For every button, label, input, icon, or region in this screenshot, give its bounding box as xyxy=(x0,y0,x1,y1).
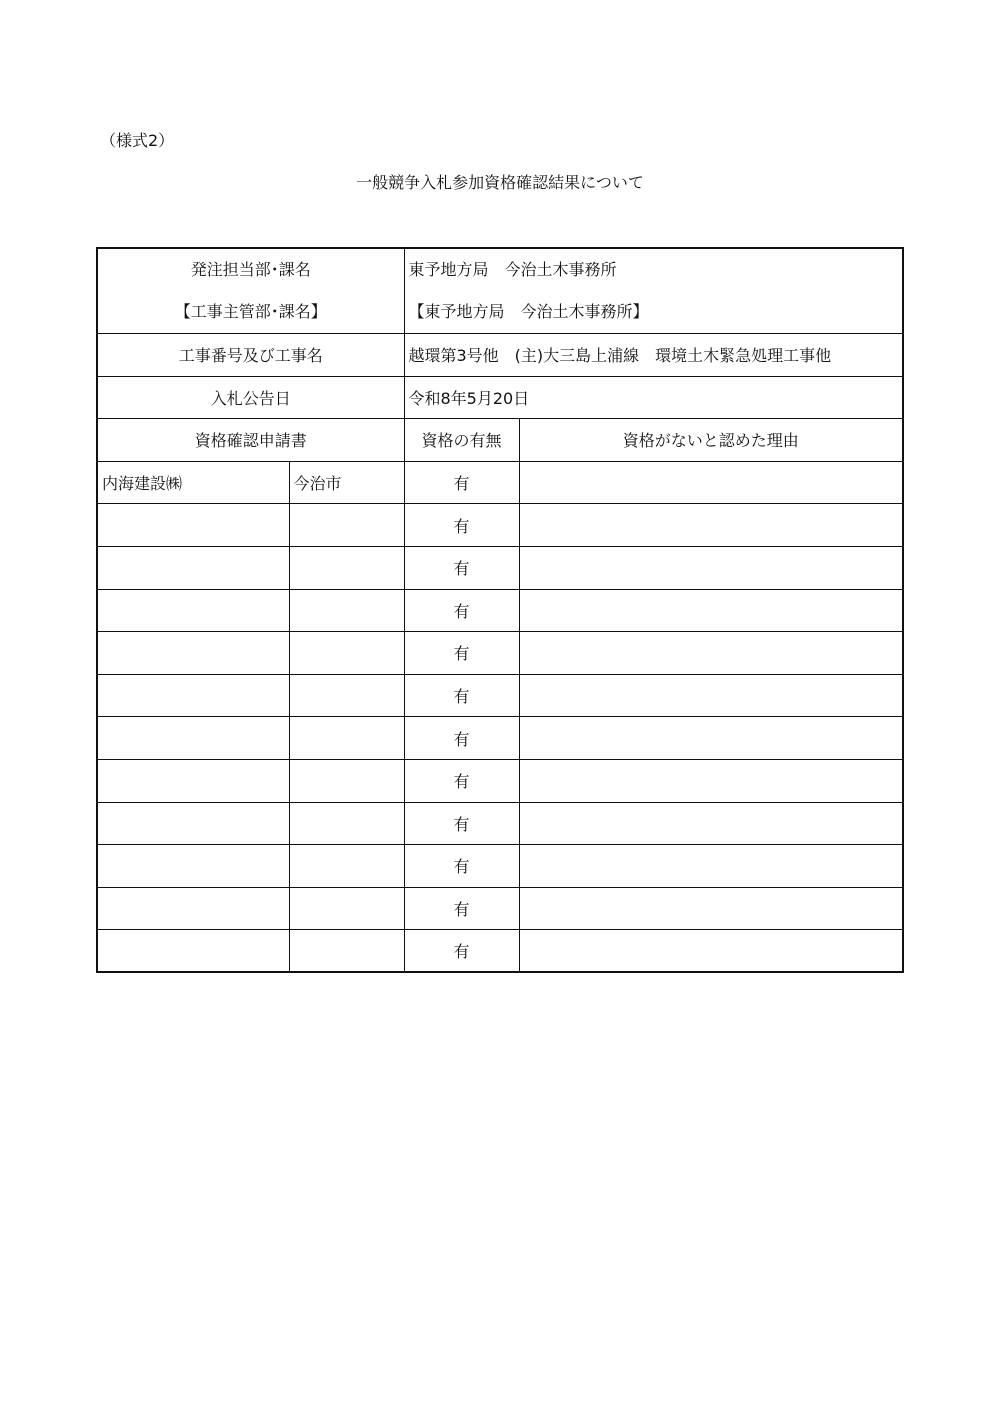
eligibility-cell: 有 xyxy=(404,632,519,675)
date-label: 入札公告日 xyxy=(97,376,404,419)
work-label: 工事番号及び工事名 xyxy=(97,334,404,377)
reason-cell xyxy=(519,632,903,675)
reason-cell xyxy=(519,887,903,930)
table-row xyxy=(97,546,903,589)
reason-cell xyxy=(519,717,903,760)
company-cell xyxy=(97,930,289,973)
company-cell xyxy=(97,759,289,802)
reason-cell xyxy=(519,546,903,589)
department-value-bracket: 【東予地方局 今治土木事務所】 xyxy=(408,302,649,321)
city-cell xyxy=(289,930,404,973)
table-row xyxy=(97,759,903,802)
company-cell: 内海建設㈱ xyxy=(97,461,289,504)
city-cell xyxy=(289,504,404,547)
company-cell xyxy=(97,546,289,589)
company-cell xyxy=(97,717,289,760)
eligibility-cell: 有 xyxy=(404,461,519,504)
city-cell xyxy=(289,589,404,632)
reason-cell xyxy=(519,504,903,547)
table-row xyxy=(97,504,903,547)
date-row xyxy=(97,376,903,419)
table-row xyxy=(97,461,903,504)
qualification-result-table xyxy=(96,247,904,973)
table-row xyxy=(97,845,903,888)
table-row xyxy=(97,802,903,845)
company-cell xyxy=(97,589,289,632)
company-cell xyxy=(97,632,289,675)
city-cell xyxy=(289,759,404,802)
table-row xyxy=(97,589,903,632)
department-label-cell xyxy=(97,248,404,334)
city-cell xyxy=(289,802,404,845)
eligibility-cell: 有 xyxy=(404,802,519,845)
city-cell: 今治市 xyxy=(289,461,404,504)
eligibility-header: 資格の有無 xyxy=(404,419,519,462)
reason-header: 資格がないと認めた理由 xyxy=(519,419,903,462)
date-value: 令和8年5月20日 xyxy=(404,376,903,419)
column-header-row xyxy=(97,419,903,462)
eligibility-cell: 有 xyxy=(404,930,519,973)
table-row xyxy=(97,674,903,717)
eligibility-cell: 有 xyxy=(404,546,519,589)
table-row xyxy=(97,632,903,675)
company-cell xyxy=(97,802,289,845)
city-cell xyxy=(289,717,404,760)
eligibility-cell: 有 xyxy=(404,674,519,717)
eligibility-cell: 有 xyxy=(404,887,519,930)
document-title: 一般競争入札参加資格確認結果について xyxy=(356,173,644,192)
eligibility-cell: 有 xyxy=(404,845,519,888)
applicant-header: 資格確認申請書 xyxy=(97,419,404,462)
reason-cell xyxy=(519,674,903,717)
reason-cell xyxy=(519,845,903,888)
city-cell xyxy=(289,887,404,930)
city-cell xyxy=(289,632,404,675)
company-cell xyxy=(97,504,289,547)
department-value-cell xyxy=(404,248,903,334)
eligibility-cell: 有 xyxy=(404,589,519,632)
reason-cell xyxy=(519,759,903,802)
city-cell xyxy=(289,845,404,888)
city-cell xyxy=(289,674,404,717)
company-cell xyxy=(97,887,289,930)
form-number: （様式2） xyxy=(100,131,175,150)
department-label: 発注担当部･課名 xyxy=(190,260,311,279)
department-value: 東予地方局 今治土木事務所 xyxy=(408,260,617,279)
reason-cell xyxy=(519,589,903,632)
company-cell xyxy=(97,674,289,717)
reason-cell xyxy=(519,802,903,845)
eligibility-cell: 有 xyxy=(404,717,519,760)
table-row xyxy=(97,930,903,973)
company-cell xyxy=(97,845,289,888)
work-row xyxy=(97,334,903,377)
work-value: 越環第3号他 (主)大三島上浦線 環境土木緊急処理工事他 xyxy=(404,334,903,377)
eligibility-cell: 有 xyxy=(404,504,519,547)
eligibility-cell: 有 xyxy=(404,759,519,802)
city-cell xyxy=(289,546,404,589)
department-label-bracket: 【工事主管部･課名】 xyxy=(174,302,327,321)
reason-cell xyxy=(519,930,903,973)
department-row xyxy=(97,248,903,334)
reason-cell xyxy=(519,461,903,504)
table-row xyxy=(97,717,903,760)
table-row xyxy=(97,887,903,930)
